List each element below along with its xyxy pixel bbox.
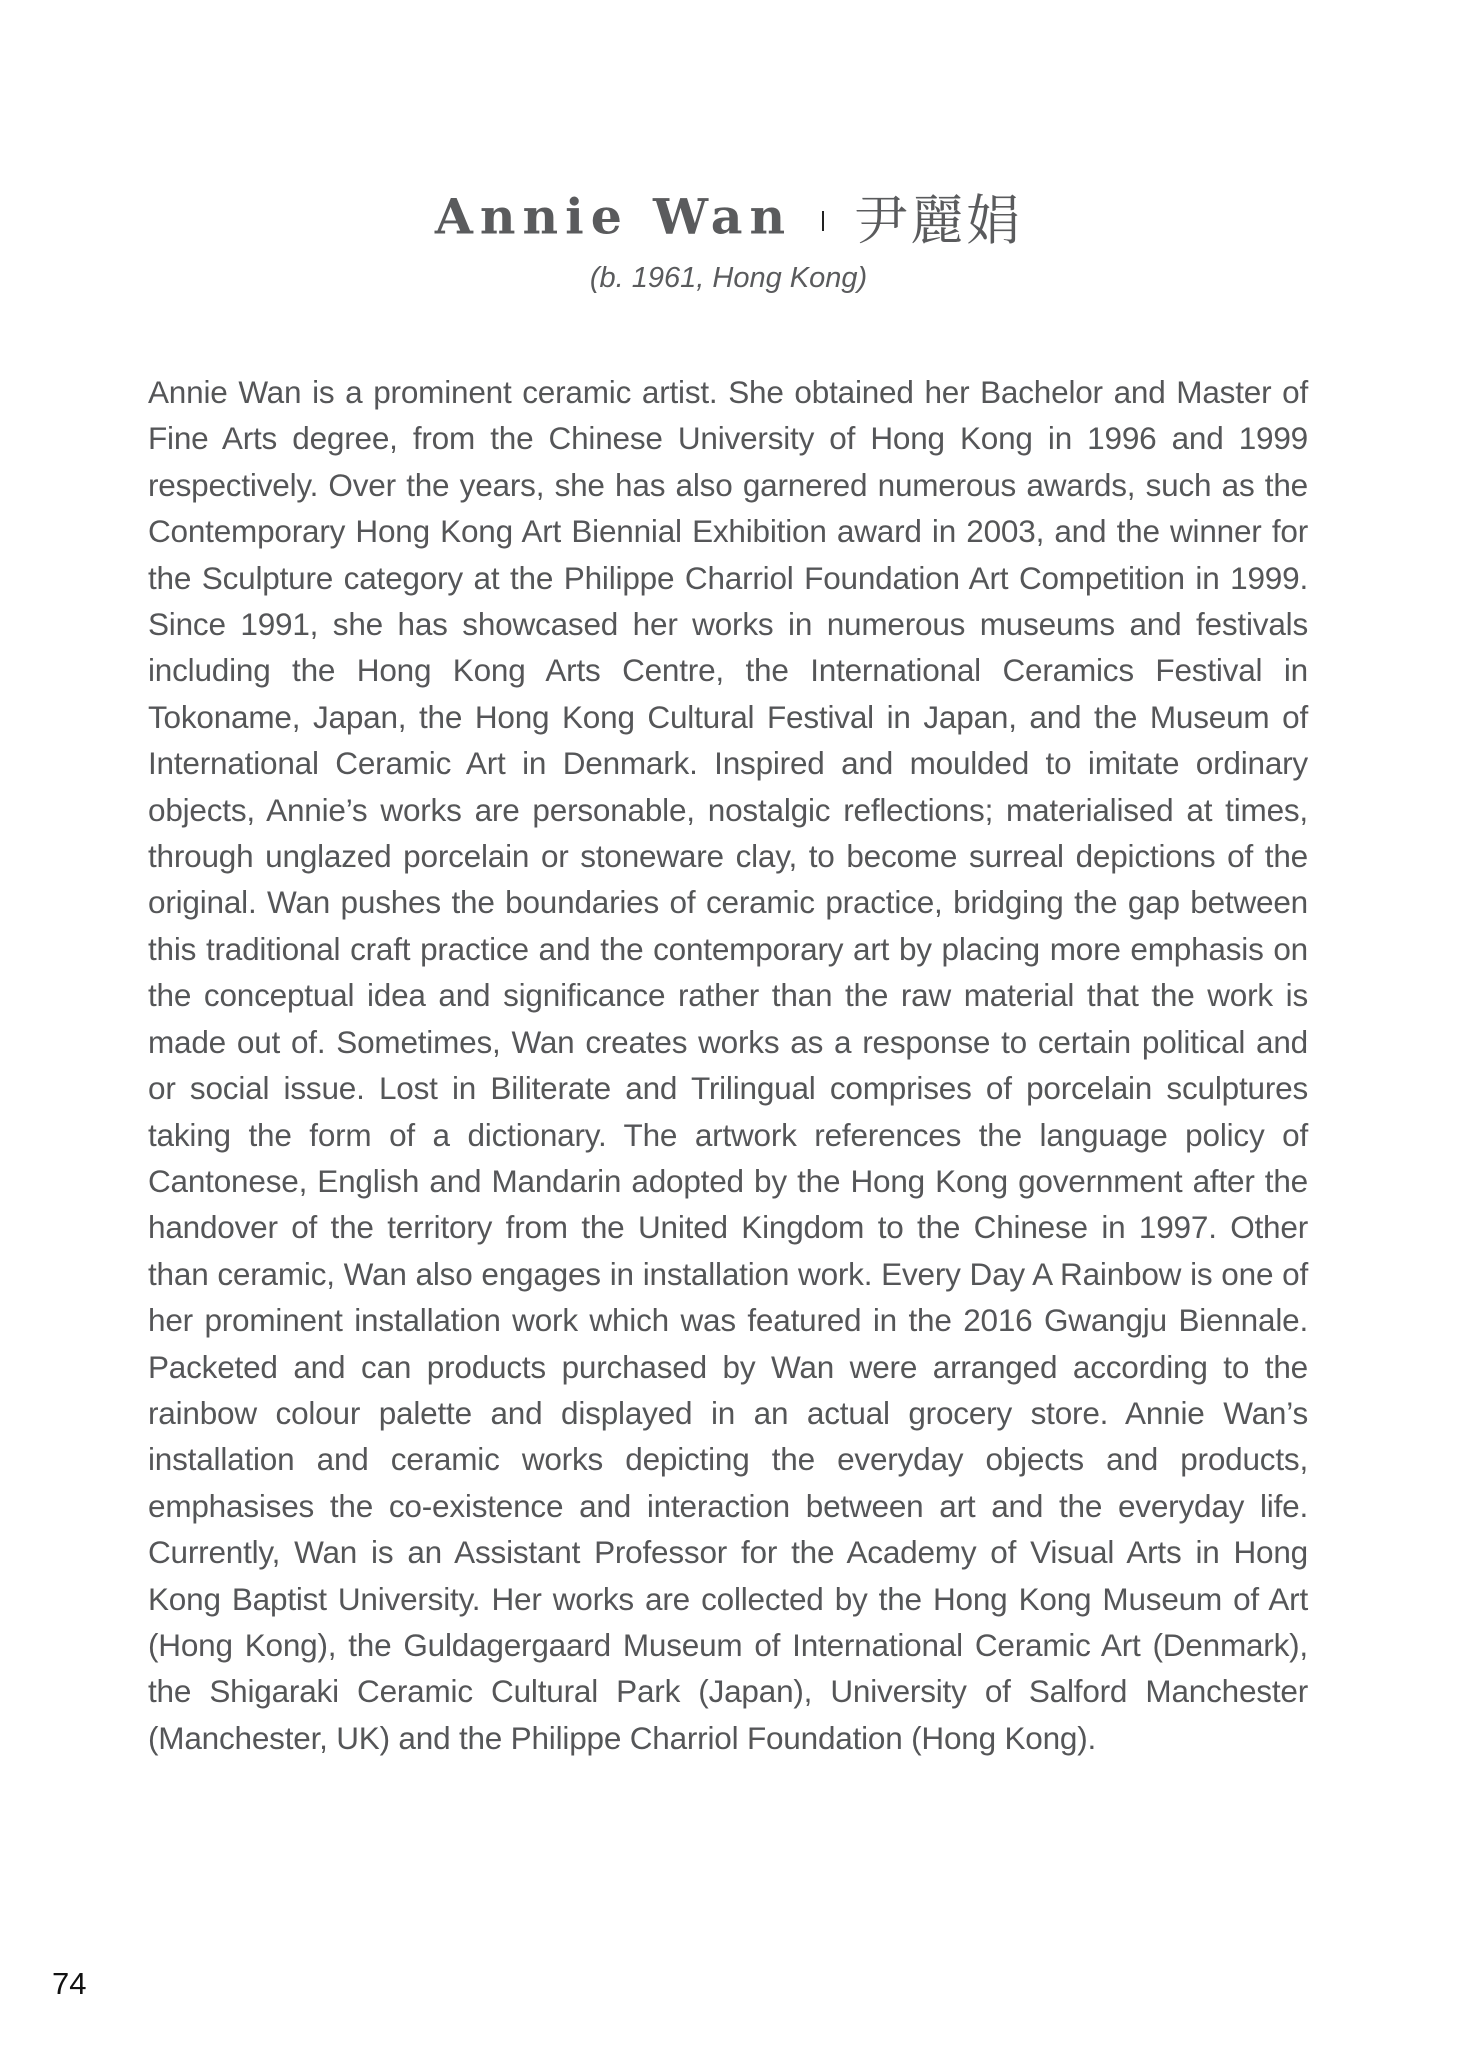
title-separator xyxy=(822,211,824,231)
artist-biography: Annie Wan is a prominent ceramic artist. She obtained her Bachelor and Master of Fine Arts degree, from the Chinese University of Hong Kong in 1996 and 1999 respectively. Over the years, she has also garnered numerous awards, such as the Contemporary Hong Kong Art Biennial Exhibition award in 2003, and the winner for the Sculpture category at the Philippe Charriol Foundation Art Competition in 1999. Since 1991, she has showcased her works in numerous museums and festivals including the Hong Kong Arts Centre, the International Ceramics Festival in Tokoname, Japan, the Hong Kong Cultural Festival in Japan, and the Museum of International Ceramic Art in Denmark. Inspired and moulded to imitate ordinary objects, Annie’s works are personable, nostalgic reflections; materialised at times, through unglazed porcelain or stoneware clay, to become surreal depictions of the original. Wan pushes the boundaries of ceramic practice, bridging the gap between this traditional craft practice and the contemporary art by placing more emphasis on the conceptual idea and significance rather than the raw material that the work is made out of. Sometimes, Wan creates works as a response to certain political and or social issue. Lost in Biliterate and Trilingual comprises of porcelain sculptures taking the form of a dictionary. The artwork references the language policy of Cantonese, English and Mandarin adopted by the Hong Kong government after the handover of the territory from the United Kingdom to the Chinese in 1997. Other than ceramic, Wan also engages in installation work. Every Day A Rainbow is one of her prominent installation work which was featured in the 2016 Gwangju Biennale. Packeted and can products purchased by Wan were arranged according to the rainbow colour palette and displayed in an actual grocery store. Annie Wan’s installation and ceramic works depicting the everyday objects and products, emphasises the co-existence and interaction between art and the everyday life. Currently, Wan is an Assistant Professor for the Academy of Visual Arts in Hong Kong Baptist University. Her works are collected by the Hong Kong Museum of Art (Hong Kong), the Guldagergaard Museum of International Ceramic Art (Denmark), the Shigaraki Ceramic Cultural Park (Japan), University of Salford Manchester (Manchester, UK) and the Philippe Charriol Foundation (Hong Kong). xyxy=(148,374,1308,1756)
page-number: 74 xyxy=(52,1966,87,2001)
artist-name-english: Annie Wan xyxy=(434,187,793,246)
artist-name-chinese: 尹麗娟 xyxy=(854,189,1023,252)
artist-birth-info: (b. 1961, Hong Kong) xyxy=(589,262,868,294)
artist-title xyxy=(0,178,1457,255)
